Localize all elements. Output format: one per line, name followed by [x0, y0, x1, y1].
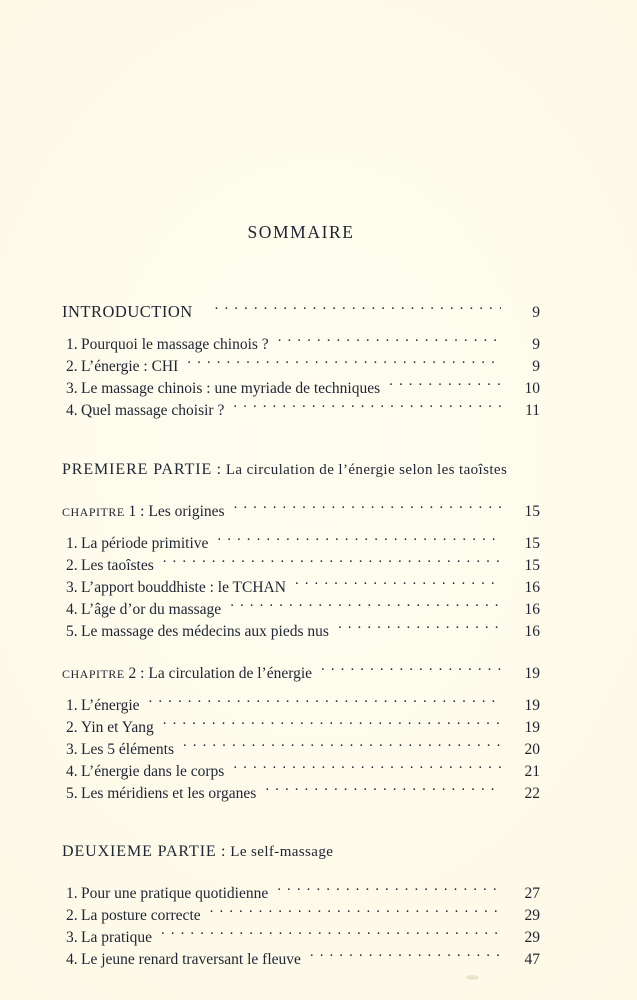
toc-entry[interactable]: [62, 694, 540, 716]
entry-number: 1.: [66, 885, 78, 902]
entry-label: [62, 577, 286, 599]
entry-text: Le jeune renard traversant le fleuve: [81, 951, 301, 968]
section-label: INTRODUCTION: [62, 302, 193, 321]
entry-number: 3.: [66, 740, 78, 758]
page-number: 19: [524, 664, 540, 682]
entry-text: La posture correcte: [81, 907, 201, 924]
dot-leader: [210, 905, 501, 921]
toc-entry[interactable]: [62, 400, 540, 422]
spacer: [62, 324, 540, 334]
entry-number: 4.: [66, 762, 78, 780]
part-subtitle: La circulation de l’énergie selon les taoîstes: [225, 461, 508, 478]
dot-leader: [338, 621, 501, 637]
page-number: 16: [524, 623, 540, 640]
entry-number: 4.: [66, 601, 78, 618]
entry-number: 2.: [66, 358, 78, 375]
entry-text: Le massage des médecins aux pieds nus: [81, 623, 329, 640]
toc-entry[interactable]: [62, 378, 540, 400]
page-number: 20: [524, 740, 540, 758]
dot-leader: [278, 334, 501, 350]
entry-text: Quel massage choisir ?: [81, 402, 225, 419]
dot-leader: [230, 599, 501, 615]
entry-label: [62, 695, 140, 717]
dot-leader: [187, 356, 501, 372]
dot-leader: [295, 577, 501, 593]
chapter-word: chapitre: [62, 662, 125, 682]
page-number: 16: [524, 579, 540, 596]
toc-entry[interactable]: [62, 927, 540, 949]
toc-entry[interactable]: [62, 599, 540, 621]
toc-entry[interactable]: [62, 782, 540, 804]
page-number: 9: [532, 304, 540, 321]
page-number: 19: [524, 718, 540, 736]
entry-text: L’âge d’or du massage: [81, 601, 222, 618]
entry-label: [62, 334, 269, 356]
entry-text: Les taoîstes: [81, 557, 154, 574]
toc-chapter-header[interactable]: [62, 662, 540, 685]
entry-text: Les méridiens et les organes: [81, 784, 257, 802]
entry-label: [62, 783, 256, 805]
entry-label: [62, 599, 221, 621]
entry-text: L’énergie : CHI: [81, 358, 179, 375]
dot-leader: [310, 949, 501, 965]
entry-number: 3.: [66, 579, 78, 596]
dot-leader: [321, 662, 501, 678]
page-number: 10: [524, 380, 540, 397]
spacer: [62, 684, 540, 694]
entry-text: Pour une pratique quotidienne: [81, 885, 269, 902]
entry-number: 3.: [66, 380, 78, 397]
toc-entry[interactable]: [62, 883, 540, 905]
entry-label: [62, 761, 224, 783]
chapter-word: chapitre: [62, 501, 125, 520]
entry-number: 5.: [66, 623, 78, 640]
spacer: [62, 643, 540, 662]
entry-number: 2.: [66, 557, 78, 574]
entry-label: [62, 717, 154, 739]
part-name: DEUXIEME PARTIE: [62, 843, 217, 860]
spacer: [62, 481, 540, 500]
chapter-label: [62, 500, 225, 523]
entry-label: [62, 739, 174, 761]
toc-part-header[interactable]: [62, 841, 540, 864]
spacer: [62, 422, 540, 459]
entry-label: [62, 378, 380, 400]
dot-leader: [389, 378, 501, 394]
toc-entry[interactable]: [62, 334, 540, 356]
entry-label: [62, 949, 301, 971]
page-number: 11: [525, 402, 540, 419]
page-number: 15: [524, 557, 540, 574]
entry-number: 4.: [66, 951, 78, 968]
entry-label: [62, 905, 201, 927]
chapter-separator: :: [136, 664, 149, 682]
entry-label: [62, 356, 178, 378]
part-name: PREMIERE PARTIE: [62, 460, 213, 478]
entry-number: 2.: [66, 907, 78, 924]
toc-entry[interactable]: [62, 738, 540, 760]
part-separator: :: [212, 460, 226, 478]
toc-chapter-header[interactable]: [62, 500, 540, 523]
page-number: 29: [524, 929, 540, 946]
dot-leader: [163, 716, 501, 732]
entry-label: [62, 555, 154, 577]
page-number: 22: [524, 784, 540, 802]
entry-number: 1.: [66, 696, 78, 714]
entry-text: L’apport bouddhiste : le TCHAN: [81, 579, 286, 596]
entry-text: La pratique: [81, 929, 153, 946]
entry-label: [62, 883, 268, 905]
page-number: 9: [532, 336, 540, 353]
dot-leader: [265, 782, 501, 798]
table-of-contents: [62, 222, 540, 971]
toc-entry[interactable]: [62, 949, 540, 971]
page-title: SOMMAIRE: [247, 222, 355, 242]
entry-text: La période primitive: [81, 535, 209, 552]
dot-leader: [234, 500, 501, 516]
dot-leader: [217, 533, 501, 549]
dot-leader: [149, 694, 501, 710]
entry-text: Pourquoi le massage chinois ?: [81, 336, 269, 353]
entry-label: [62, 927, 152, 949]
page-number: 27: [524, 885, 540, 902]
toc-entry[interactable]: [62, 716, 540, 738]
toc-entry[interactable]: [62, 621, 540, 643]
chapter-title: La circulation de l’énergie: [148, 664, 313, 682]
dot-leader: [277, 883, 501, 899]
entry-text: Les 5 éléments: [81, 740, 174, 758]
part-subtitle: Le self-massage: [230, 844, 334, 860]
entry-label: [62, 533, 208, 555]
chapter-number: 1: [128, 503, 137, 520]
entry-number: 5.: [66, 784, 78, 802]
toc-entry[interactable]: [62, 555, 540, 577]
entry-number: 2.: [66, 718, 78, 736]
page-number: 15: [524, 535, 540, 552]
entry-text: L’énergie: [81, 696, 140, 714]
toc-entry[interactable]: [62, 577, 540, 599]
toc-entry[interactable]: [62, 356, 540, 378]
toc-entry[interactable]: [62, 905, 540, 927]
entry-label: [62, 400, 224, 422]
entry-text: Yin et Yang: [81, 718, 154, 736]
dot-leader: [161, 927, 501, 943]
spacer: [62, 864, 540, 883]
chapter-number: 2: [128, 664, 137, 682]
page-number: 16: [524, 601, 540, 618]
chapter-title: Les origines: [148, 503, 225, 520]
page-number: 9: [532, 358, 540, 375]
spacer: [62, 804, 540, 841]
dot-leader: [163, 555, 501, 571]
toc-part-header[interactable]: [62, 459, 540, 482]
dot-leader: [233, 760, 501, 776]
entry-number: 3.: [66, 929, 78, 946]
part-separator: :: [216, 843, 231, 860]
paper-speck: [466, 975, 479, 980]
entry-number: 4.: [66, 402, 78, 419]
entry-text: L’énergie dans le corps: [81, 762, 225, 780]
entry-number: 1.: [66, 336, 78, 353]
toc-entry[interactable]: [62, 533, 540, 555]
dot-leader: [215, 301, 501, 317]
page-number: 21: [524, 762, 540, 780]
chapter-separator: :: [136, 503, 149, 520]
page-number: 47: [524, 951, 540, 968]
toc-entry[interactable]: [62, 760, 540, 782]
spacer: [62, 523, 540, 533]
dot-leader: [233, 400, 501, 416]
page-number: 19: [524, 696, 540, 714]
page-number: 29: [524, 907, 540, 924]
entry-number: 1.: [66, 535, 78, 552]
toc-section-introduction[interactable]: [62, 301, 540, 324]
page-number: 15: [524, 503, 540, 520]
dot-leader: [183, 738, 501, 754]
entry-label: [62, 621, 329, 643]
entry-text: Le massage chinois : une myriade de techniques: [81, 380, 381, 397]
chapter-label: [62, 662, 312, 685]
